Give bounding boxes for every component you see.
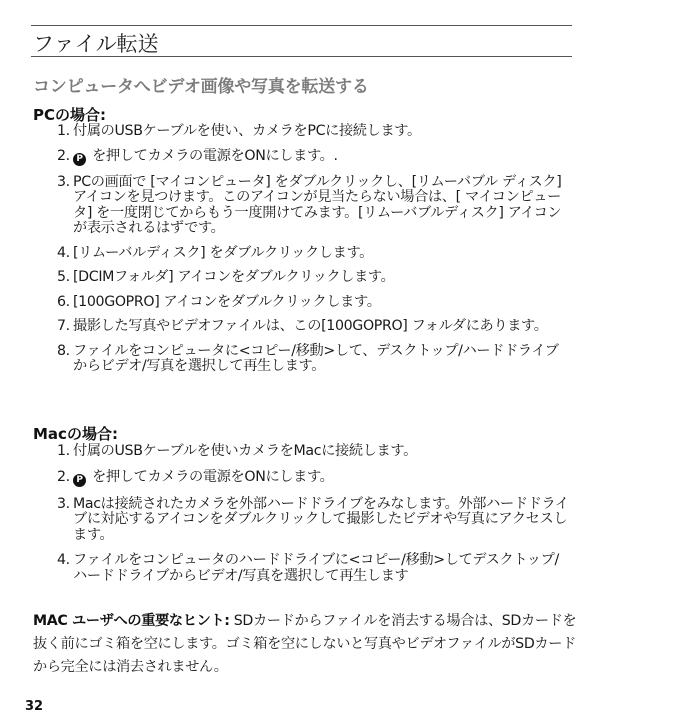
mac-step — [57, 553, 572, 584]
step-text: 付属のUSBケーブルを使い、カメラをPCに接続します。 — [73, 123, 421, 139]
mac-step — [57, 444, 572, 460]
pc-step — [57, 124, 572, 140]
mac-step — [57, 497, 572, 544]
step-number: 6. — [57, 293, 70, 310]
mac-steps-list — [57, 444, 572, 584]
pc-step — [57, 246, 572, 262]
section-title: ファイル転送 — [33, 32, 159, 56]
step-text: ファイルをコンピュータに<コピー/移動>して、デスクトップ/ハードドライブからビデオ/写真を選択して再生します。 — [73, 342, 559, 374]
step-text: [リムーバルディスク] をダブルクリックします。 — [73, 244, 374, 261]
step-number: 3. — [57, 173, 70, 190]
top-rule — [31, 25, 572, 26]
step-text: を押してカメラの電源をONにします。 — [92, 468, 334, 485]
page-number: 32 — [25, 699, 44, 714]
step-text: 付属のUSBケーブルを使いカメラをMacに接続します。 — [73, 443, 417, 459]
step-number: 7. — [57, 318, 70, 334]
pc-steps-list — [57, 124, 572, 375]
step-number: 4. — [57, 552, 70, 568]
subtitle: コンピュータへビデオ画像や写真を転送する — [33, 77, 369, 97]
step-number: 8. — [57, 342, 70, 359]
pc-step — [57, 149, 572, 166]
step-number: 1. — [57, 123, 70, 139]
pc-step — [57, 295, 572, 311]
mac-step — [57, 470, 572, 487]
step-number: 3. — [57, 495, 70, 512]
step-number: 2. — [57, 147, 70, 164]
pc-step — [57, 270, 572, 286]
mac-hint — [33, 610, 578, 679]
pc-step — [57, 319, 572, 335]
step-number: 4. — [57, 244, 70, 261]
hint-text: SDカードからファイルを消去する場合は、SDカードを抜く前にゴミ箱を空にします。ゴミ箱を空にしないと写真やビデオファイルがSDカードから完全には消去されません。 — [33, 613, 577, 675]
step-text: 撮影した写真やビデオファイルは、この[100GOPRO] フォルダにあります。 — [73, 318, 548, 334]
power-button-icon: P — [73, 474, 86, 487]
step-number: 1. — [57, 443, 70, 459]
step-text: PCの画面で [マイコンピュータ] をダブルクリックし、[リムーバブル ディスク] アイコンを見つけます。このアイコンが見当たらない場合は、[ マイコンピュータ] を一度閉じてからもう一度開けてみます。[リムーバブルディスク] アイコンが表示されるはずです。 — [73, 173, 562, 236]
step-text: を押してカメラの電源をONにします。. — [92, 147, 338, 164]
pc-step — [57, 344, 572, 375]
step-number: 2. — [57, 468, 70, 485]
bottom-rule — [31, 56, 572, 57]
pc-step — [57, 175, 572, 237]
step-text: [100GOPRO] アイコンをダブルクリックします。 — [73, 293, 381, 310]
pc-heading: PCの場合: — [33, 106, 107, 124]
mac-heading: Macの場合: — [33, 425, 118, 443]
hint-label: MAC ユーザへの重要なヒント: — [33, 613, 230, 629]
step-number: 5. — [57, 269, 70, 285]
step-text: ファイルをコンピュータのハードドライブに<コピー/移動>してデスクトップ/ハードドライブからビデオ/写真を選択して再生します — [73, 552, 559, 584]
step-text: Macは接続されたカメラを外部ハードドライブをみなします。外部ハードドライブに対応するアイコンをダブルクリックして撮影したビデオや写真にアクセスします。 — [73, 495, 569, 543]
step-text: [DCIMフォルダ] アイコンをダブルクリックします。 — [73, 269, 395, 285]
power-button-icon: P — [73, 153, 86, 166]
